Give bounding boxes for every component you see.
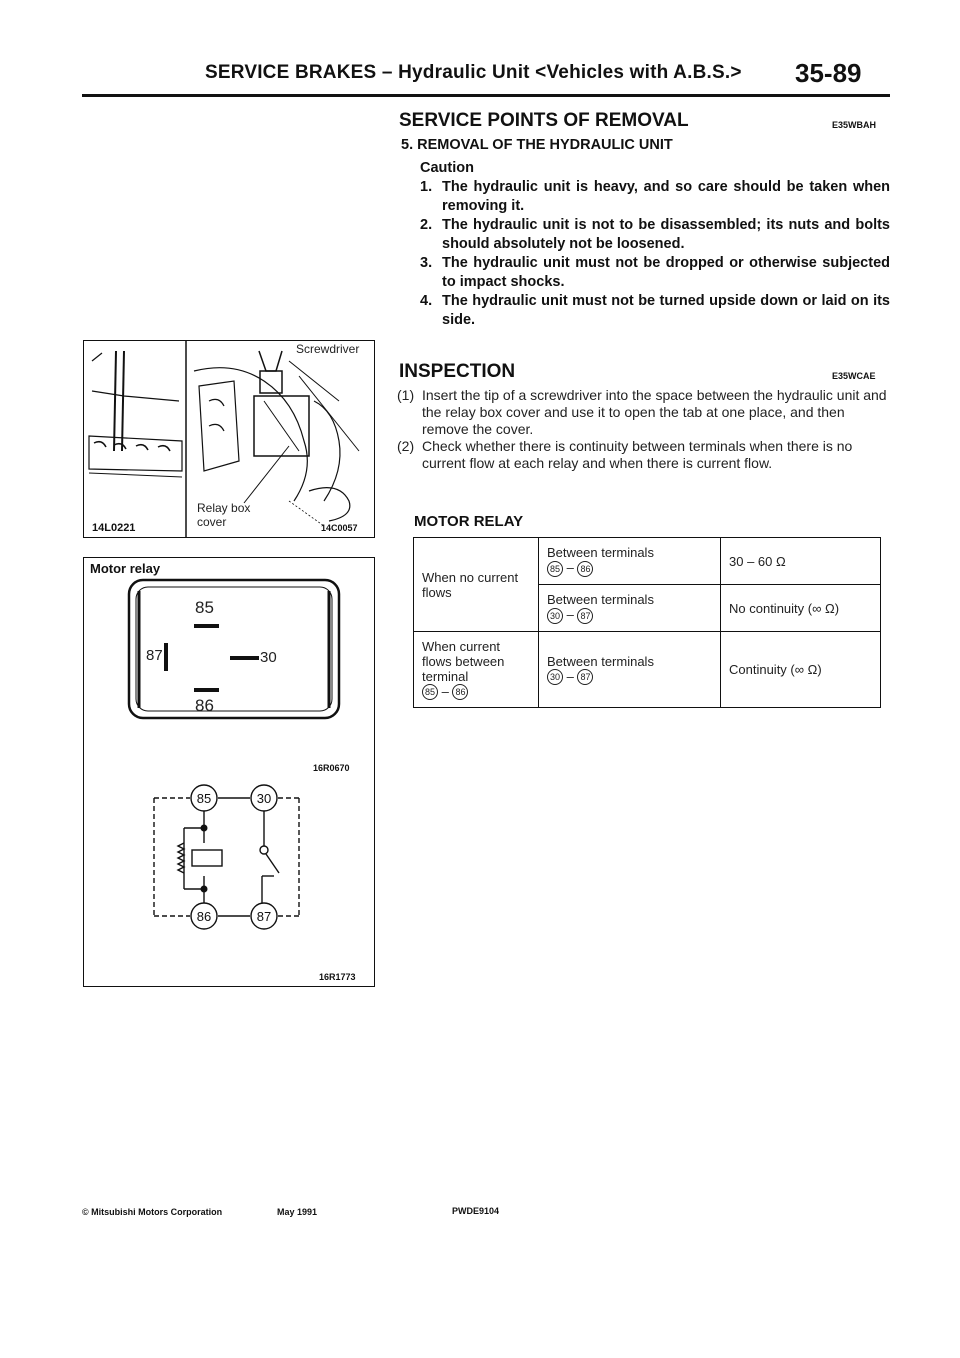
caution-item [420, 178, 890, 216]
label-screwdriver: Screwdriver [296, 342, 360, 356]
caution-item [420, 254, 890, 292]
terminal-badge: 86 [577, 561, 593, 577]
footer-doc-code: PWDE9104 [452, 1206, 500, 1216]
inspection-title: INSPECTION [399, 361, 516, 382]
inspection-text: Check whether there is continuity between terminals when there is no current flow at each relay and when there is current flow. [422, 438, 853, 471]
removal-title: SERVICE POINTS OF REMOVAL [399, 110, 689, 131]
figure-code-circuit: 16R1773 [319, 972, 356, 982]
caution-num: 4. [420, 293, 433, 309]
footer-copyright: © Mitsubishi Motors Corporation [82, 1207, 223, 1217]
page-number: 35-89 [795, 58, 862, 88]
circuit-terminal-85: 85 [196, 791, 212, 806]
case-terminal-87: 87 [146, 647, 163, 664]
terminal-badge: 87 [577, 608, 593, 624]
result-cell: Continuity (∞ Ω) [721, 632, 881, 708]
caution-item [420, 216, 890, 254]
condition-text: When current flows between terminal [422, 638, 505, 684]
motor-relay-figure-title: Motor relay [90, 561, 161, 576]
result-cell: 30 – 60 Ω [721, 538, 881, 585]
footer-date: May 1991 [277, 1207, 318, 1217]
caution-text: The hydraulic unit must not be turned upside down or laid on its side. [442, 293, 890, 328]
removal-step: 5. REMOVAL OF THE HYDRAULIC UNIT [401, 137, 673, 153]
inspection-code: E35WCAE [832, 371, 876, 381]
inspection-list [397, 387, 890, 472]
label-relay-box: Relay box [197, 501, 251, 515]
circuit-terminal-87: 87 [256, 909, 272, 924]
inspection-text: Insert the tip of a screwdriver into the space between the hydraulic unit and the relay box cover and use it to open the tab at one place, and then remove the cover. [422, 387, 887, 437]
figure-code-right: 14C0057 [321, 523, 358, 533]
terminals-cell: Between terminals 85 – 86 [539, 538, 721, 585]
header-rule [82, 94, 890, 97]
caution-list [420, 178, 890, 330]
caution-num: 1. [420, 179, 433, 195]
condition-cell: When no current flows [414, 538, 539, 632]
inspection-item [397, 438, 890, 472]
result-cell: No continuity (∞ Ω) [721, 585, 881, 632]
caution-num: 2. [420, 217, 433, 233]
terminal-badge: 30 [547, 608, 563, 624]
motor-relay-title: MOTOR RELAY [414, 513, 524, 530]
terminal-badge: 30 [547, 669, 563, 685]
figure-code-left: 14L0221 [92, 522, 136, 534]
table-row [414, 632, 881, 708]
label-cover: cover [197, 515, 227, 529]
terminal-badge: 85 [547, 561, 563, 577]
between-label: Between terminals [547, 653, 654, 669]
caution-label: Caution [420, 160, 474, 176]
caution-num: 3. [420, 255, 433, 271]
removal-code: E35WBAH [832, 120, 877, 130]
caution-item [420, 292, 890, 330]
case-terminal-86: 86 [195, 696, 214, 715]
caution-text: The hydraulic unit is heavy, and so care should be taken when removing it. [442, 179, 890, 214]
terminal-badge: 85 [422, 684, 438, 700]
table-row [414, 538, 881, 585]
terminals-cell: Between terminals 30 – 87 [539, 632, 721, 708]
terminal-badge: 86 [452, 684, 468, 700]
caution-text: The hydraulic unit must not be dropped or otherwise subjected to impact shocks. [442, 255, 890, 290]
between-label: Between terminals [547, 592, 654, 608]
terminals-cell: Between terminals 30 – 87 [539, 585, 721, 632]
inspection-num: (2) [397, 438, 415, 454]
figure-relay-box-cover [83, 340, 375, 538]
condition-cell: When current flows between terminal 85 – 86 [414, 632, 539, 708]
motor-relay-table [413, 537, 881, 708]
case-terminal-30: 30 [260, 649, 277, 666]
circuit-terminal-86: 86 [196, 909, 212, 924]
page-header-title: SERVICE BRAKES – Hydraulic Unit <Vehicles with A.B.S.> [205, 62, 742, 83]
case-terminal-85: 85 [195, 598, 214, 617]
inspection-item [397, 387, 890, 438]
figure-motor-relay [83, 557, 375, 987]
inspection-num: (1) [397, 387, 415, 403]
terminal-badge: 87 [577, 669, 593, 685]
circuit-terminal-30: 30 [256, 791, 272, 806]
between-label: Between terminals [547, 545, 654, 561]
figure-code-relay: 16R0670 [313, 763, 350, 773]
caution-text: The hydraulic unit is not to be disassembled; its nuts and bolts should absolutely not be loosened. [442, 217, 890, 252]
